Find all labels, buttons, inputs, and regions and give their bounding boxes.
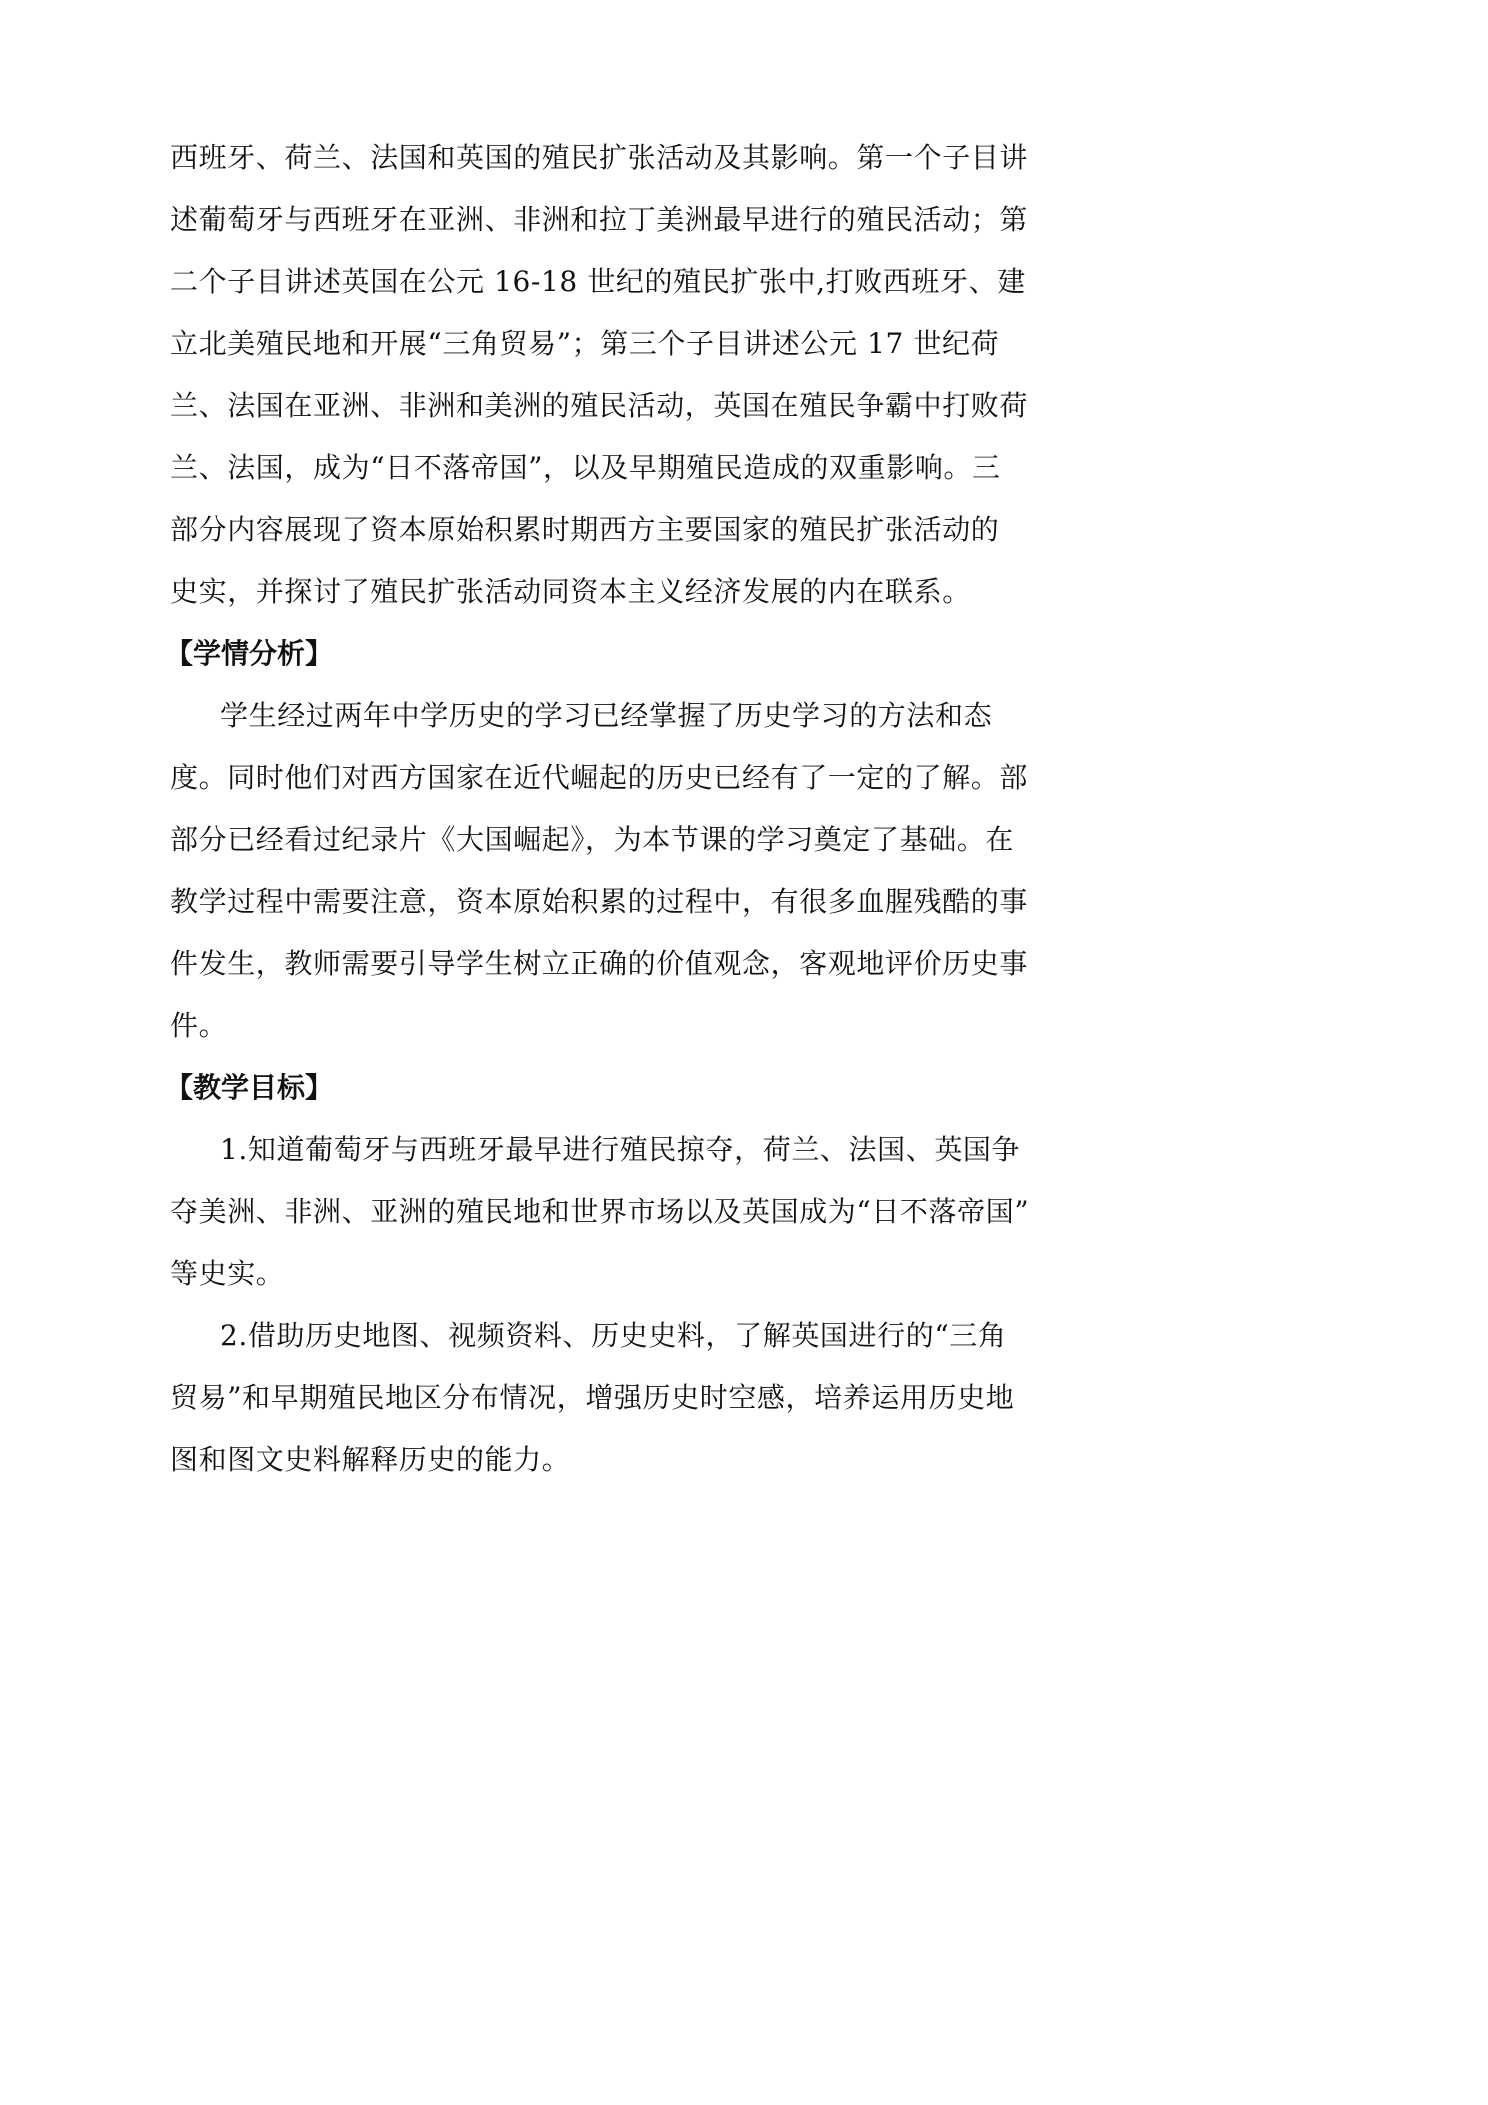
learning-analysis-heading: 【学情分析】 (165, 637, 334, 670)
intro-line-1: 西班牙、荷兰、法国和英国的殖民扩张活动及其影响。第一个子目讲 (170, 141, 1029, 174)
intro-line-7: 部分内容展现了资本原始积累时期西方主要国家的殖民扩张活动的 (170, 513, 1000, 546)
teaching-goals-heading: 【教学目标】 (165, 1071, 334, 1104)
goal2-line-3: 图和图文史料解释历史的能力。 (170, 1443, 571, 1476)
learning-analysis-line-4: 教学过程中需要注意，资本原始积累的过程中，有很多血腥残酷的事 (170, 885, 1029, 918)
goal2-line-1: 2.借助历史地图、视频资料、历史史料，了解英国进行的“三角 (220, 1319, 1007, 1352)
intro-line-5: 兰、法国在亚洲、非洲和美洲的殖民活动，英国在殖民争霸中打败荷 (170, 389, 1029, 422)
learning-analysis-line-6: 件。 (170, 1009, 228, 1042)
goal1-line-3: 等史实。 (170, 1257, 285, 1290)
learning-analysis-line-3: 部分已经看过纪录片《大国崛起》，为本节课的学习奠定了基础。在 (170, 823, 1015, 856)
learning-analysis-line-5: 件发生，教师需要引导学生树立正确的价值观念，客观地评价历史事 (170, 947, 1029, 980)
goal2-line-2: 贸易”和早期殖民地区分布情况，增强历史时空感，培养运用历史地 (170, 1381, 1015, 1414)
goal1-line-2: 夺美洲、非洲、亚洲的殖民地和世界市场以及英国成为“日不落帝国” (170, 1195, 1030, 1228)
intro-line-3: 二个子目讲述英国在公元 16-18 世纪的殖民扩张中,打败西班牙、建 (170, 265, 1026, 298)
intro-line-4: 立北美殖民地和开展“三角贸易”；第三个子目讲述公元 17 世纪荷 (170, 327, 1000, 360)
intro-line-8: 史实，并探讨了殖民扩张活动同资本主义经济发展的内在联系。 (170, 575, 971, 608)
goal1-line-1: 1.知道葡萄牙与西班牙最早进行殖民掠夺，荷兰、法国、英国争 (220, 1133, 1021, 1166)
intro-line-2: 述葡萄牙与西班牙在亚洲、非洲和拉丁美洲最早进行的殖民活动；第 (170, 203, 1029, 236)
intro-line-6: 兰、法国，成为“日不落帝国”，以及早期殖民造成的双重影响。三 (170, 451, 1001, 484)
learning-analysis-line-1: 学生经过两年中学历史的学习已经掌握了历史学习的方法和态 (220, 699, 993, 732)
learning-analysis-line-2: 度。同时他们对西方国家在近代崛起的历史已经有了一定的了解。部 (170, 761, 1029, 794)
